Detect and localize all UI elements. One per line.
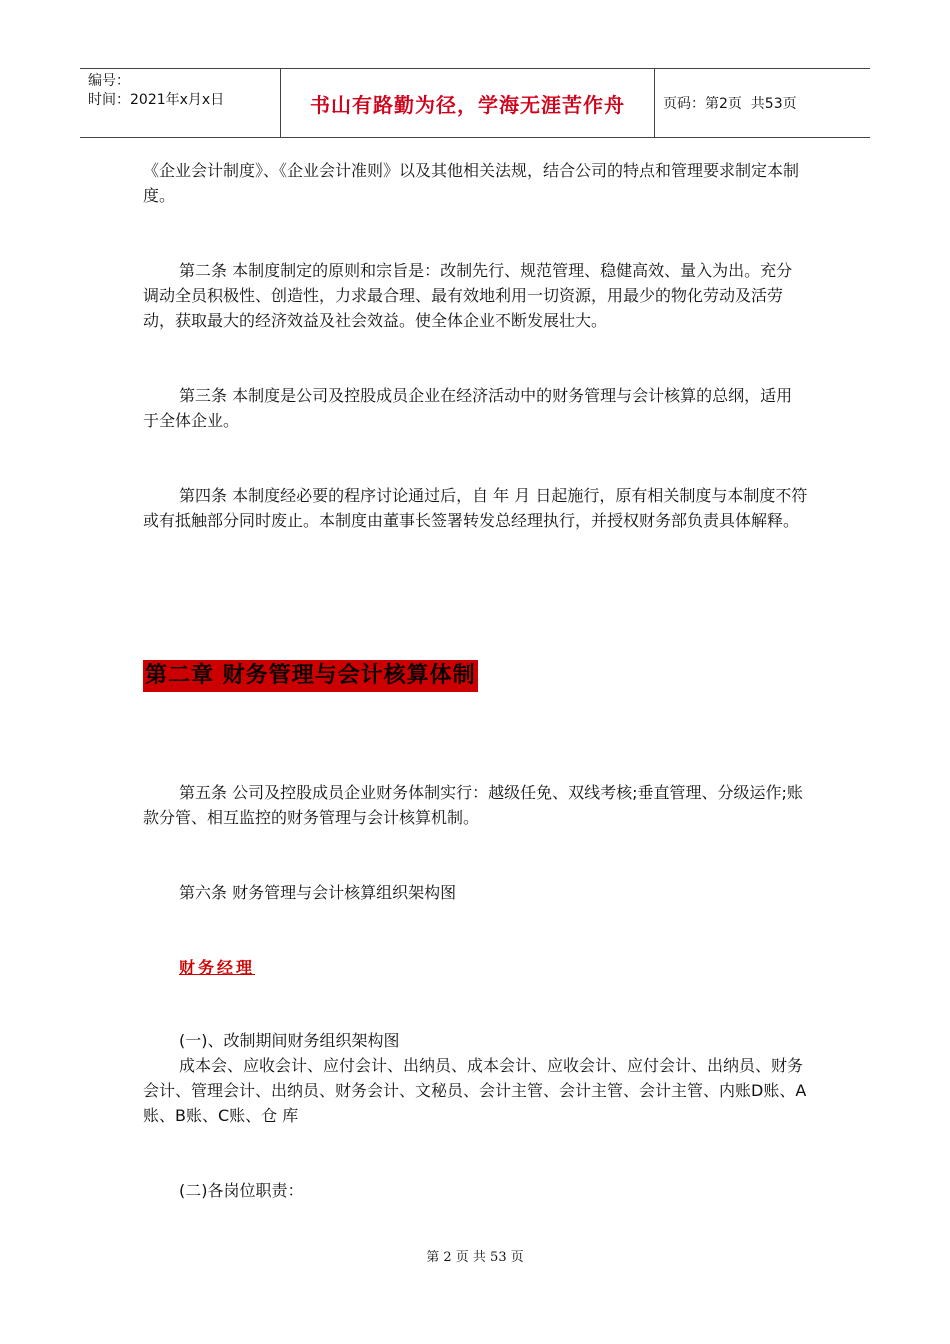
paragraph-intro-continued: 《企业会计制度》、《企业会计准则》以及其他相关法规，结合公司的特点和管理要求制定本制度。 [143, 161, 800, 205]
article-6: 第六条 财务管理与会计核算组织架构图 [179, 883, 457, 902]
header-page-info: 页码：第2页 共53页 [663, 96, 797, 112]
finance-manager-link[interactable]: 财务经理 [179, 958, 256, 977]
org-chart-roles: 成本会、应收会计、应付会计、出纳员、成本会计、应收会计、应付会计、出纳员、财务会计、管理会计、出纳员、财务会计、文秘员、会计主管、会计主管、会计主管、内账D账、A账、B账、C账、仓 库 [143, 1056, 807, 1125]
header-meta [80, 69, 281, 137]
article-2: 第二条 本制度制定的原则和宗旨是：改制先行、规范管理、稳健高效、量入为出。充分调动全员积极性、创造性，力求最合理、最有效地利用一切资源，用最少的物化劳动及活劳动，获取最大的经济效益及社会效益。使全体企业不断发展壮大。 [143, 261, 793, 330]
article-3: 第三条 本制度是公司及控股成员企业在经济活动中的财务管理与会计核算的总纲，适用于全体企业。 [143, 386, 793, 430]
article-4: 第四条 本制度经必要的程序讨论通过后，自 年 月 日起施行，原有相关制度与本制度不符或有抵触部分同时废止。本制度由董事长签署转发总经理执行，并授权财务部负责具体解释。 [143, 486, 808, 530]
page-header [80, 68, 870, 138]
page-footer: 第 2 页 共 53 页 [426, 1250, 524, 1265]
org-chart-title: (一)、改制期间财务组织架构图 [179, 1031, 400, 1050]
article-5: 第五条 公司及控股成员企业财务体制实行：越级任免、双线考核;垂直管理、分级运作;账款分管、相互监控的财务管理与会计核算机制。 [143, 783, 803, 827]
document-number-label: 编号： [88, 73, 130, 89]
job-duties-heading: (二)各岗位职责： [179, 1181, 304, 1200]
document-date: 时间：2021年x月x日 [88, 92, 225, 108]
chapter-2-heading: 第二章 财务管理与会计核算体制 [143, 660, 478, 692]
header-motto: 书山有路勤为径，学海无涯苦作舟 [281, 69, 655, 137]
